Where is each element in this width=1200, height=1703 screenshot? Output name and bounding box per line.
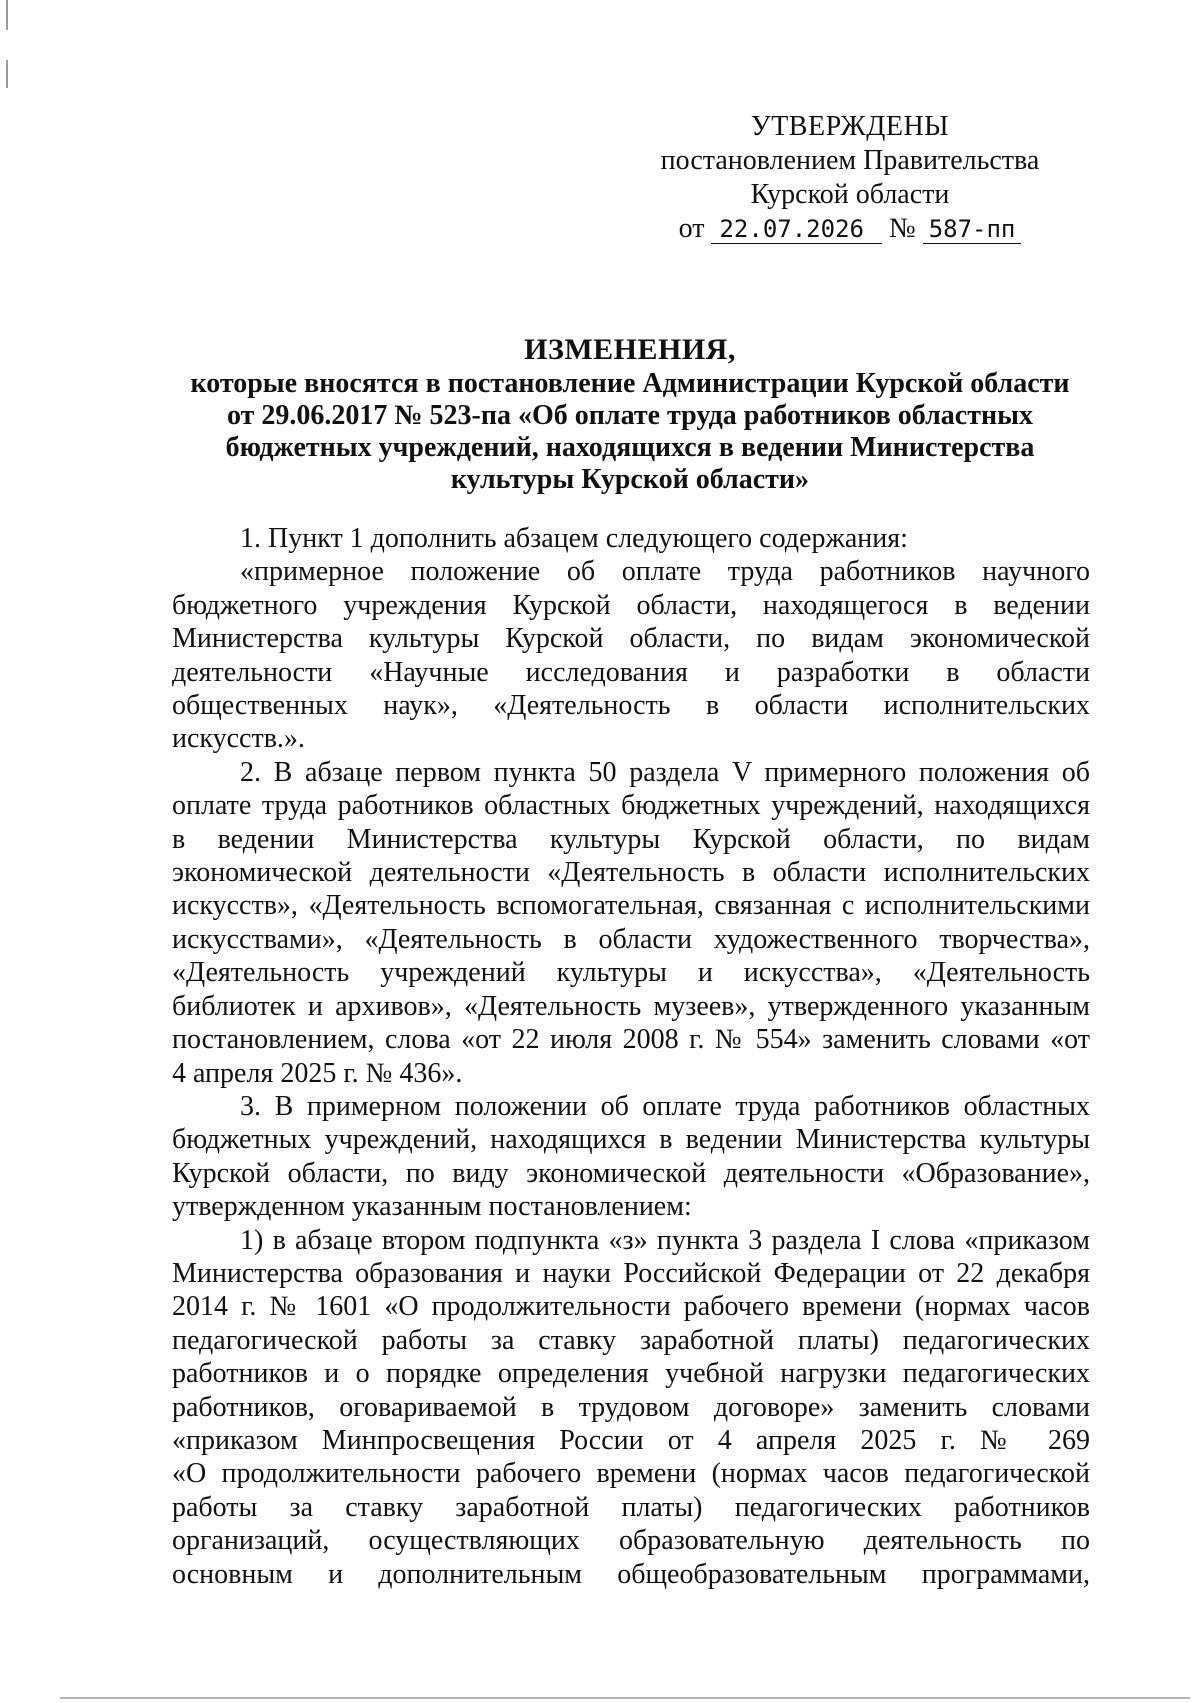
paragraph-line: бюджетных учреждений, находящихся в ведении Министерства культуры: [172, 1124, 1090, 1156]
paragraph-line: библиотек и архивов», «Деятельность музеев», утвержденного указанным: [172, 990, 1090, 1022]
paragraph-line: 1) в абзаце втором подпункта «з» пункта 3 раздела I слова «приказом: [240, 1224, 1090, 1256]
paragraph-line: работы за ставку заработной платы) педагогических работников: [172, 1491, 1090, 1523]
paragraph-line: искусств.».: [172, 723, 305, 755]
paragraph-line: Курской области, по виду экономической деятельности «Образование»,: [172, 1157, 1090, 1189]
paragraph-line: 4 апреля 2025 г. № 436».: [172, 1057, 463, 1089]
paragraph-line: искусств», «Деятельность вспомогательная, связанная с исполнительскими: [172, 890, 1090, 922]
paragraph-line: организаций, осуществляющих образовательную деятельность по: [172, 1525, 1090, 1557]
paragraph-line: 2. В абзаце первом пункта 50 раздела V примерного положения об: [240, 756, 1090, 788]
paragraph-line: 1. Пункт 1 дополнить абзацем следующего содержания:: [240, 523, 908, 554]
decree-number: 587-пп: [923, 215, 1022, 244]
document-subtitle-line: бюджетных учреждений, находящихся в ведении Министерства: [225, 432, 1035, 463]
paragraph-line: 2014 г. № 1601 «О продолжительности рабочего времени (нормах часов: [172, 1291, 1090, 1323]
paragraph-line: работников, оговариваемой в трудовом договоре» заменить словами: [172, 1391, 1090, 1423]
paragraph-line: Министерства образования и науки Российской Федерации от 22 декабря: [172, 1257, 1090, 1289]
document-title-block: [170, 332, 1090, 496]
date-prefix: от: [678, 213, 705, 244]
paragraph-line: 3. В примерном положении об оплате труда работников областных: [240, 1090, 1090, 1122]
paragraph-line: постановлением, слова «от 22 июля 2008 г. № 554» заменить словами «от: [172, 1024, 1090, 1056]
paragraph-line: Министерства культуры Курской области, по видам экономической: [172, 623, 1090, 655]
paragraph-line: педагогической работы за ставку заработной платы) педагогических: [172, 1324, 1090, 1356]
paragraph-line: оплате труда работников областных бюджетных учреждений, находящихся: [172, 790, 1090, 822]
document-subtitle-line: которые вносятся в постановление Администрации Курской области: [190, 368, 1070, 399]
scan-margin-mark: [6, 0, 8, 30]
paragraph-line: утвержденном указанным постановлением:: [172, 1191, 692, 1223]
paragraph-line: искусствами», «Деятельность в области художественного творчества»,: [172, 923, 1090, 955]
paragraph-line: деятельности «Научные исследования и разработки в области: [172, 656, 1090, 688]
scan-margin-mark: [6, 60, 8, 88]
paragraph-line: «О продолжительности рабочего времени (нормах часов педагогической: [172, 1458, 1090, 1490]
body-paragraph: [172, 756, 1090, 1090]
approval-date-line: [640, 212, 1060, 246]
scan-bottom-edge: [60, 1697, 1190, 1699]
body-paragraph: [172, 522, 1090, 555]
paragraph-line: в ведении Министерства культуры Курской области, по видам: [172, 823, 1090, 855]
decree-date: 22.07.2026: [711, 215, 882, 244]
document-subtitle-line: культуры Курской области»: [450, 464, 810, 495]
paragraph-line: экономической деятельности «Деятельность в области исполнительских: [172, 857, 1090, 889]
paragraph-line: «приказом Минпросвещения России от 4 апреля 2025 г. № 269: [172, 1424, 1090, 1456]
number-prefix: №: [888, 213, 916, 244]
paragraph-line: бюджетного учреждения Курской области, находящегося в ведении: [172, 589, 1090, 621]
paragraph-line: основным и дополнительным общеобразовательным программами,: [172, 1558, 1090, 1590]
approval-line-region: Курской области: [750, 179, 950, 210]
paragraph-line: работников и о порядке определения учебной нагрузки педагогических: [172, 1358, 1090, 1390]
paragraph-line: «примерное положение об оплате труда работников научного: [240, 556, 1090, 588]
document-title: ИЗМЕНЕНИЯ,: [524, 333, 736, 366]
document-subtitle-line: от 29.06.2017 № 523-па «Об оплате труда работников областных: [227, 400, 1033, 431]
paragraph-line: «Деятельность учреждений культуры и искусства», «Деятельность: [172, 957, 1090, 989]
paragraph-line: общественных наук», «Деятельность в области исполнительских: [172, 690, 1090, 722]
body-paragraph: [172, 1224, 1090, 1591]
approval-stamp-block: [640, 110, 1060, 246]
body-paragraph: [172, 555, 1090, 755]
approval-heading: УТВЕРЖДЕНЫ: [750, 111, 950, 142]
body-paragraph: [172, 1090, 1090, 1224]
document-body: [172, 522, 1090, 1591]
approval-line-decree: постановлением Правительства: [660, 145, 1040, 176]
